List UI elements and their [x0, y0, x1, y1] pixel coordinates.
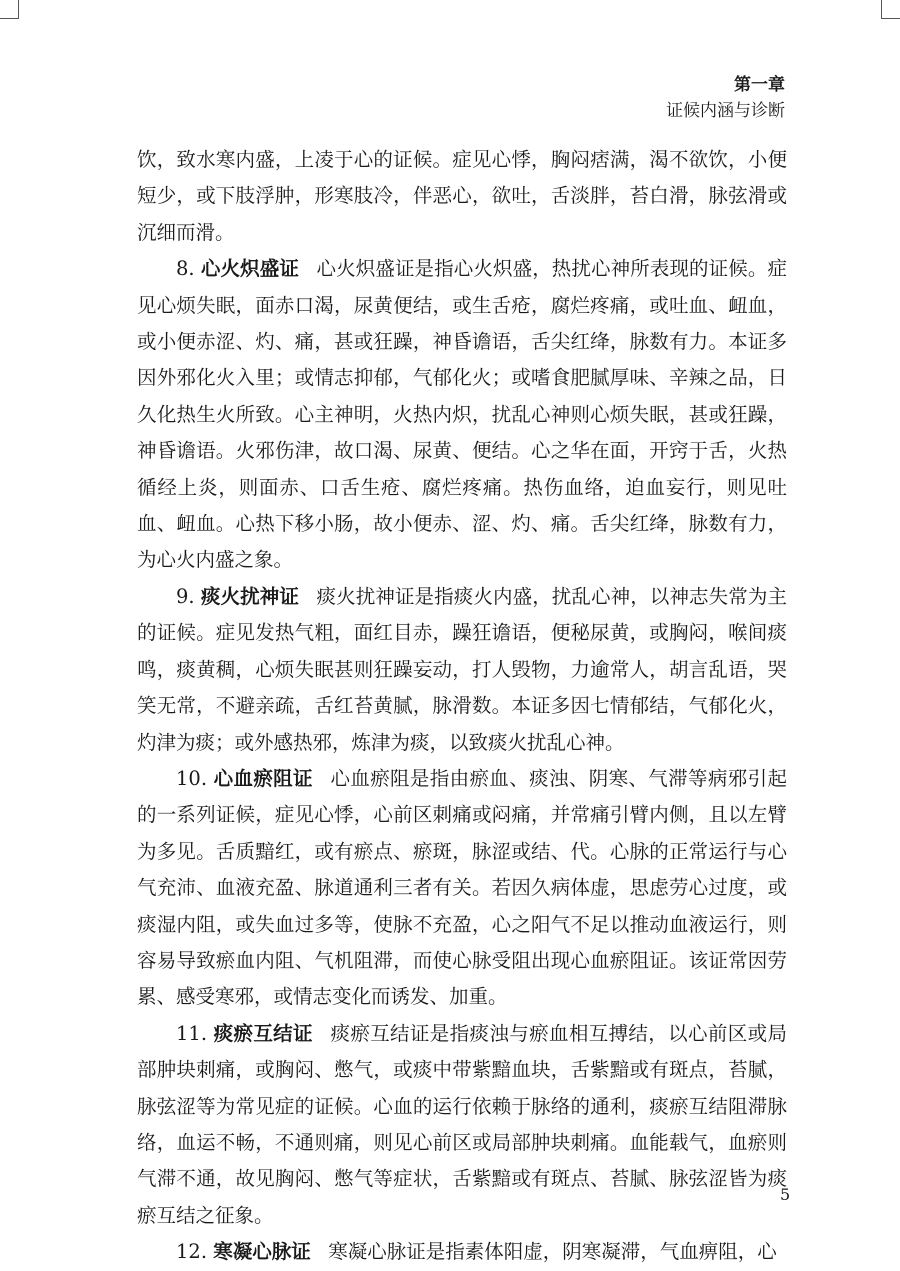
paragraph-tan-huo-rao-shen	[137, 579, 787, 761]
item-term: 痰火扰神证	[200, 584, 299, 608]
paragraph-continued	[137, 142, 787, 251]
crop-mark-right	[881, 0, 900, 19]
item-number: 11.	[176, 1021, 208, 1045]
paragraph-text: 痰火扰神证是指痰火内盛，扰乱心神，以神志失常为主的证候。症见发热气粗，面红目赤，躁狂谵语，便秘尿黄，或胸闷，喉间痰鸣，痰黄稠，心烦失眠甚则狂躁妄动，打人毁物，力逾常人，胡言乱语，哭笑无常，不避亲疏，舌红苔黄腻，脉滑数。本证多因七情郁结，气郁化火，灼津为痰；或外感热邪，炼津为痰，以致痰火扰乱心神。	[137, 584, 787, 754]
section-title: 证候内涵与诊断	[666, 101, 785, 121]
chapter-title: 第一章	[734, 75, 785, 95]
paragraph-text: 心血瘀阻是指由瘀血、痰浊、阴寒、气滞等病邪引起的一系列证候，症见心悸，心前区刺痛或闷痛，并常痛引臂内侧，且以左臂为多见。舌质黯红，或有瘀点、瘀斑，脉涩或结、代。心脉的正常运行与心气充沛、血液充盈、脉道通利三者有关。若因久病体虚，思虑劳心过度，或痰湿内阻，或失血过多等，使脉不充盈，心之阳气不足以推动血液运行，则容易导致瘀血内阻、气机阻滞，而使心脉受阻出现心血瘀阻证。该证常因劳累、感受寒邪，或情志变化而诱发、加重。	[137, 766, 787, 1009]
paragraph-xin-huo-chi-sheng	[137, 251, 787, 579]
running-header	[666, 72, 785, 124]
paragraph-xin-xue-yu-zu	[137, 761, 787, 1016]
paragraph-text: 饮，致水寒内盛，上凌于心的证候。症见心悸，胸闷痞满，渴不欲饮，小便短少，或下肢浮肿，形寒肢冷，伴恶心，欲吐，舌淡胖，苔白滑，脉弦滑或沉细而滑。	[137, 148, 787, 244]
item-number: 8.	[176, 257, 195, 281]
body-text	[137, 142, 787, 1271]
item-number: 12.	[176, 1240, 208, 1264]
paragraph-text: 寒凝心脉证是指素体阳虚，阴寒凝滞，气血痹阻，心	[328, 1240, 777, 1264]
item-term: 心血瘀阻证	[213, 766, 313, 790]
page-number: 5	[780, 1185, 791, 1204]
paragraph-text: 心火炽盛证是指心火炽盛，热扰心神所表现的证候。症见心烦失眠，面赤口渴，尿黄便结，或生舌疮，腐烂疼痛，或吐血、衄血，或小便赤涩、灼、痛，甚或狂躁，神昏谵语，舌尖红绛，脉数有力。本证多因外邪化火入里；或情志抑郁，气郁化火；或嗜食肥腻厚味、辛辣之品，日久化热生火所致。心主神明，火热内炽，扰乱心神则心烦失眠，甚或狂躁，神昏谵语。火邪伤津，故口渴、尿黄、便结。心之华在面，开窍于舌，火热循经上炎，则面赤、口舌生疮、腐烂疼痛。热伤血络，迫血妄行，则见吐血、衄血。心热下移小肠，故小便赤、涩、灼、痛。舌尖红绛，脉数有力，为心火内盛之象。	[137, 257, 787, 572]
item-number: 9.	[176, 584, 195, 608]
paragraph-tan-yu-hu-jie	[137, 1016, 787, 1234]
item-term: 寒凝心脉证	[213, 1240, 311, 1264]
paragraph-han-ning-xin-mai	[137, 1234, 787, 1270]
item-number: 10.	[176, 766, 208, 790]
crop-mark-left	[0, 0, 19, 19]
item-term: 痰瘀互结证	[213, 1021, 313, 1045]
item-term: 心火炽盛证	[200, 257, 299, 281]
paragraph-text: 痰瘀互结证是指痰浊与瘀血相互搏结，以心前区或局部肿块刺痛，或胸闷、憋气，或痰中带紫黯血块，舌紫黯或有斑点，苔腻，脉弦涩等为常见症的证候。心血的运行依赖于脉络的通利，痰瘀互结阻滞脉络，血运不畅，不通则痛，则见心前区或局部肿块刺痛。血能载气，血瘀则气滞不通，故见胸闷、憋气等症状，舌紫黯或有斑点、苔腻、脉弦涩皆为痰瘀互结之征象。	[137, 1021, 787, 1227]
